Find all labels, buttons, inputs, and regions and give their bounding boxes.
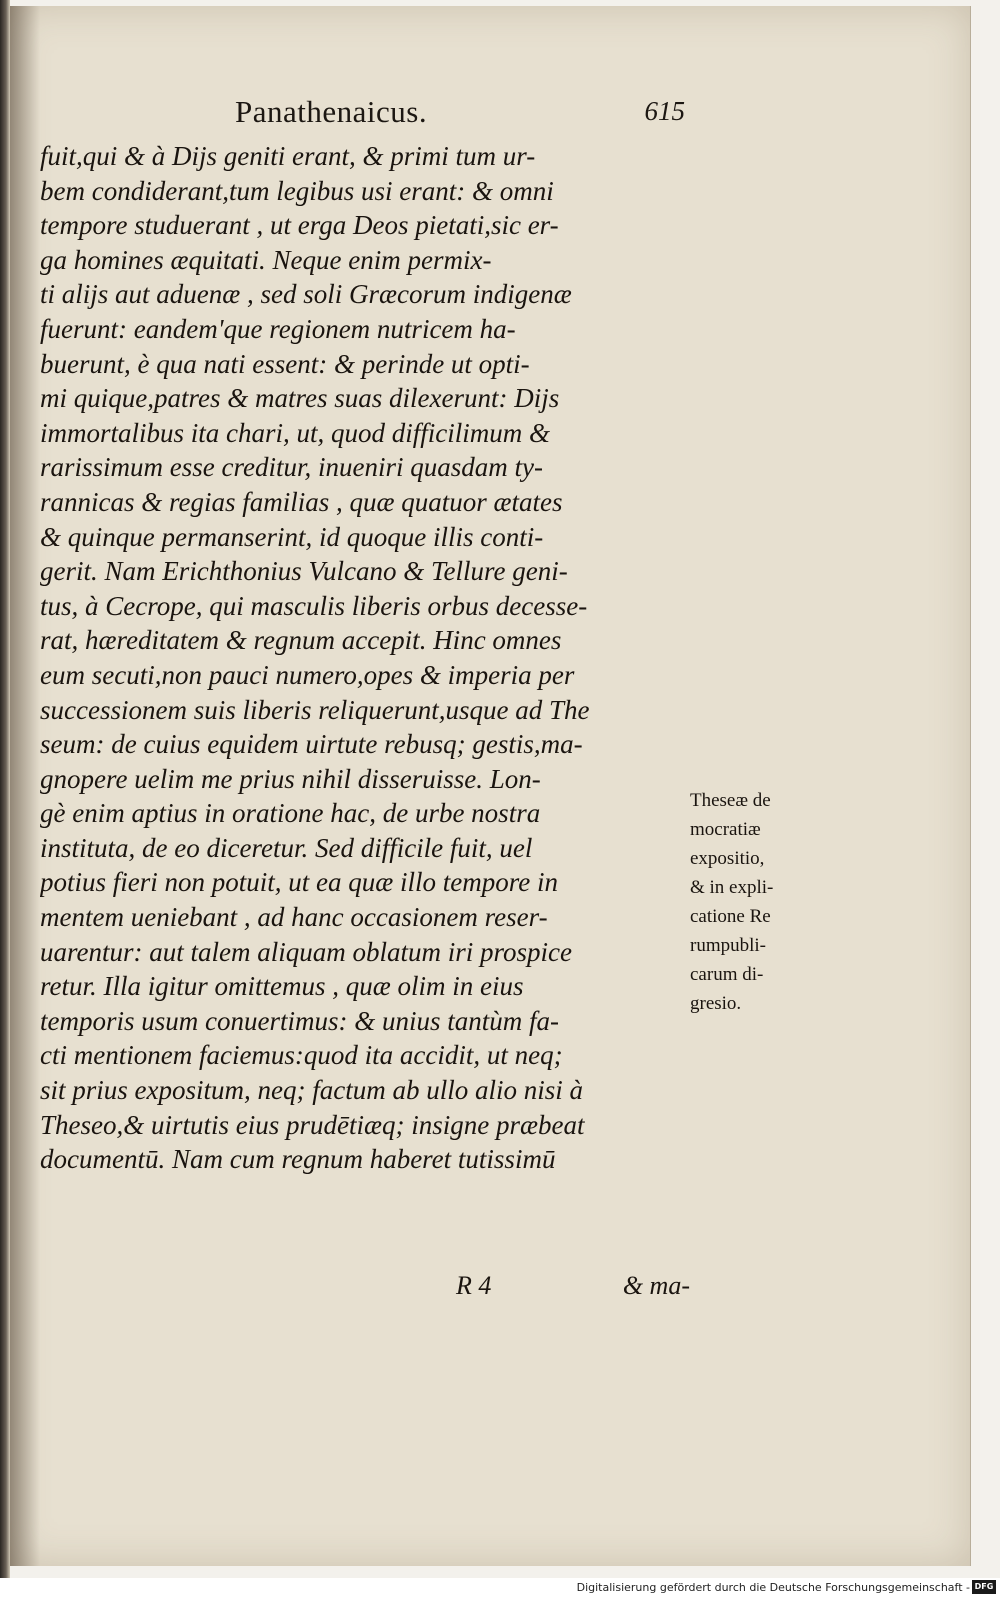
text-line: immortalibus ita chari, ut, quod difficilimum &: [40, 417, 551, 448]
text-line: & quinque permanserint, id quoque illis conti-: [40, 521, 544, 552]
catchword: & ma-: [622, 1271, 690, 1300]
text-line: uarentur: aut talem aliquam oblatum iri prospice: [40, 936, 572, 967]
marginal-note-line: carum di-: [690, 964, 764, 985]
text-line: instituta, de eo diceretur. Sed difficile fuit, uel: [40, 832, 533, 863]
text-line: documentū. Nam cum regnum haberet tutissimū: [40, 1144, 556, 1175]
text-line: ti alijs aut aduenæ , sed soli Græcorum indigenæ: [40, 279, 572, 310]
text-line: rannicas & regias familias , quæ quatuor ætates: [40, 486, 563, 517]
text-line: bem condiderant,tum legibus usi erant: & omni: [40, 175, 554, 206]
text-line: gerit. Nam Erichthonius Vulcano & Tellure geni-: [40, 556, 568, 587]
gutter-shadow: [10, 6, 40, 1566]
main-text-block: [40, 139, 692, 1177]
text-line: cti mentionem faciemus:quod ita accidit, ut neq;: [40, 1040, 563, 1071]
text-line: gnopere uelim me prius nihil disseruisse. Lon-: [40, 763, 541, 794]
book-edge: [0, 0, 10, 1598]
text-line: fuerunt: eandem'que regionem nutricem ha-: [40, 313, 516, 344]
marginal-note: [690, 786, 840, 1018]
text-line: seum: de cuius equidem uirtute rebusq; gestis,ma-: [40, 729, 583, 760]
text-line: tempore studuerant , ut erga Deos pietati,sic er-: [40, 210, 559, 241]
text-line: Theseo,& uirtutis eius prudētiæq; insigne præbeat: [40, 1109, 585, 1140]
running-head-title: Panathenaicus.: [235, 94, 428, 129]
funding-credit: Digitalisierung gefördert durch die Deutsche Forschungsgemeinschaft -: [576, 1581, 970, 1594]
text-line: rarissimum esse creditur, inueniri quasdam ty-: [40, 452, 543, 483]
text-line: gè enim aptius in oratione hac, de urbe nostra: [40, 798, 541, 829]
text-line: buerunt, è qua nati essent: & perinde ut opti-: [40, 348, 530, 379]
text-line: mentem ueniebant , ad hanc occasionem reser-: [40, 902, 548, 933]
text-line: potius fieri non potuit, ut ea quæ illo tempore in: [40, 867, 558, 898]
dfg-logo: DFG: [972, 1580, 996, 1594]
page-number: 615: [644, 96, 685, 126]
text-line: successionem suis liberis reliquerunt,usque ad The: [40, 694, 590, 725]
marginal-note-line: gresio.: [690, 993, 742, 1014]
text-line: sit prius expositum, neq; factum ab ullo alio nisi à: [40, 1075, 583, 1106]
signature-mark: R 4: [456, 1271, 492, 1300]
text-line: rat, hæreditatem & regnum accepit. Hinc omnes: [40, 625, 562, 656]
marginal-note-line: catione Re: [690, 906, 771, 927]
text-line: ga homines æquitati. Neque enim permix-: [40, 244, 492, 275]
marginal-note-line: mocratiæ: [690, 819, 761, 840]
marginal-note-line: Theseæ de: [690, 790, 771, 811]
digitization-footer: [0, 1578, 1000, 1598]
text-line: eum secuti,non pauci numero,opes & imperia per: [40, 659, 575, 690]
marginal-note-line: expositio,: [690, 848, 765, 869]
running-head: [225, 94, 685, 134]
text-line: retur. Illa igitur omittemus , quæ olim in eius: [40, 971, 524, 1002]
book-page: [10, 6, 971, 1566]
marginal-note-line: rumpubli-: [690, 935, 766, 956]
text-line: mi quique,patres & matres suas dilexerunt: Dijs: [40, 383, 560, 414]
text-line: tus, à Cecrope, qui masculis liberis orbus decesse-: [40, 590, 588, 621]
marginal-note-line: & in expli-: [690, 877, 774, 898]
text-line: temporis usum conuertimus: & unius tantùm fa-: [40, 1005, 559, 1036]
text-line: fuit,qui & à Dijs geniti erant, & primi tum ur-: [40, 141, 536, 171]
catchline: [450, 1271, 690, 1307]
